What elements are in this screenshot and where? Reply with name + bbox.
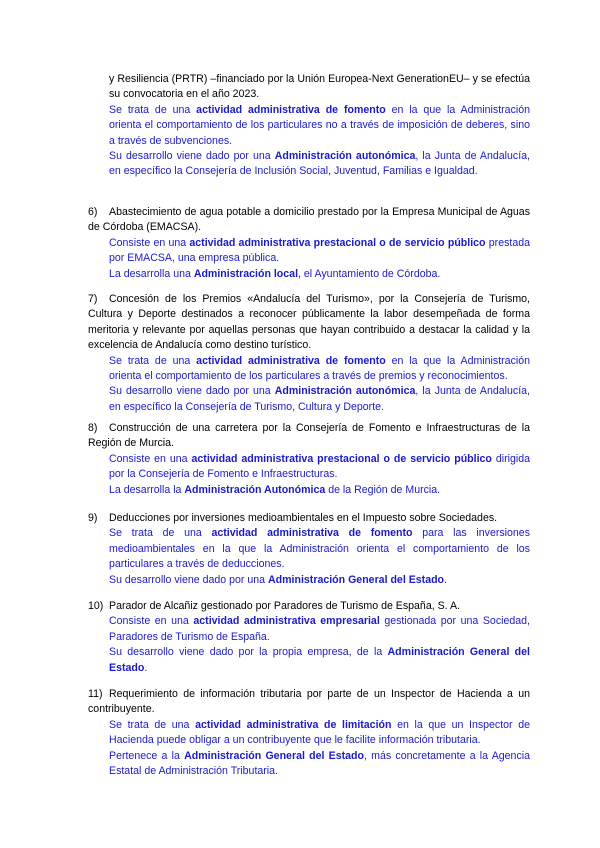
list-item: [88, 292, 530, 415]
item-analysis: Consiste en una actividad administrativa empresarial gestionada por una Sociedad, Paradores de Turismo de España.: [109, 615, 530, 643]
intro-text: y Resiliencia (PRTR) –financiado por la Unión Europea-Next GenerationEU– y se efectúa su convocatoria en el año 2023.: [109, 73, 530, 101]
list-item: [88, 687, 530, 779]
item-analysis: Se trata de una actividad administrativa de fomento para las inversiones medioambientales en la que la Administración orienta el comportamiento de los particulares a través de deducciones.: [109, 527, 530, 571]
item-statement: 11) Requerimiento de información tributaria por parte de un Inspector de Hacienda a un contribuyente.: [88, 688, 530, 716]
item-administration: La desarrolla una Administración local, el Ayuntamiento de Córdoba.: [109, 267, 441, 280]
item-statement: 10) Parador de Alcañiz gestionado por Paradores de Turismo de España, S. A.: [88, 600, 460, 612]
item-statement: 8) Construcción de una carretera por la Consejería de Fomento e Infraestructuras de la Región de Murcia.: [88, 422, 530, 450]
list-item: [88, 511, 530, 588]
item-administration: Pertenece a la Administración General del Estado, más concretamente a la Agencia Estatal de Administración Tributaria.: [109, 749, 530, 778]
item-analysis: Consiste en una actividad administrativa prestacional o de servicio público prestada por EMACSA, una empresa pública.: [109, 236, 530, 265]
intro-administration: Su desarrollo viene dado por una Administración autonómica, la Junta de Andalucía, en específico la Consejería de Inclusión Social, Juventud, Familias e Igualdad.: [109, 150, 530, 178]
intro-analysis: Se trata de una actividad administrativa de fomento en la que la Administración orienta el comportamiento de los particulares no a través de imposición de deberes, sino a través de subvenciones.: [109, 103, 531, 147]
item-administration: La desarrolla la Administración Autonómica de la Región de Murcia.: [109, 483, 441, 496]
item-statement: 6) Abastecimiento de agua potable a domicilio prestado por la Empresa Municipal de Aguas de Córdoba (EMACSA).: [88, 206, 530, 234]
list-item: [88, 421, 530, 498]
list-item: [88, 205, 530, 282]
item-administration: Su desarrollo viene dado por una Administración autonómica, la Junta de Andalucía, en específico la Consejería de Turismo, Cultura y Deporte.: [109, 385, 530, 413]
list-item: [88, 599, 530, 676]
item-analysis: Se trata de una actividad administrativa de fomento en la que la Administración orienta el comportamiento de los particulares a través de premios y reconocimientos.: [109, 354, 531, 383]
item-administration: Su desarrollo viene dado por una Administración General del Estado.: [109, 573, 447, 586]
intro-section: [88, 72, 530, 180]
item-statement: 7) Concesión de los Premios «Andalucía del Turismo», por la Consejería de Turismo, Cultura y Deporte destinados a reconocer públicamente la labor desempeñada de forma meritoria y relevante por aquellas personas que hayan contribuido a destacar la calidad y la excelencia de Andalucía como destino turístico.: [88, 293, 530, 352]
item-analysis: Consiste en una actividad administrativa prestacional o de servicio público dirigida por la Consejería de Fomento e Infraestructuras.: [109, 452, 530, 481]
item-analysis: Se trata de una actividad administrativa de limitación en la que un Inspector de Hacienda puede obligar a un contribuyente que le facilite información tributaria.: [109, 718, 530, 747]
item-statement: 9) Deducciones por inversiones medioambientales en el Impuesto sobre Sociedades.: [88, 512, 498, 524]
item-administration: Su desarrollo viene dado por la propia empresa, de la Administración General del Estado.: [109, 646, 530, 674]
